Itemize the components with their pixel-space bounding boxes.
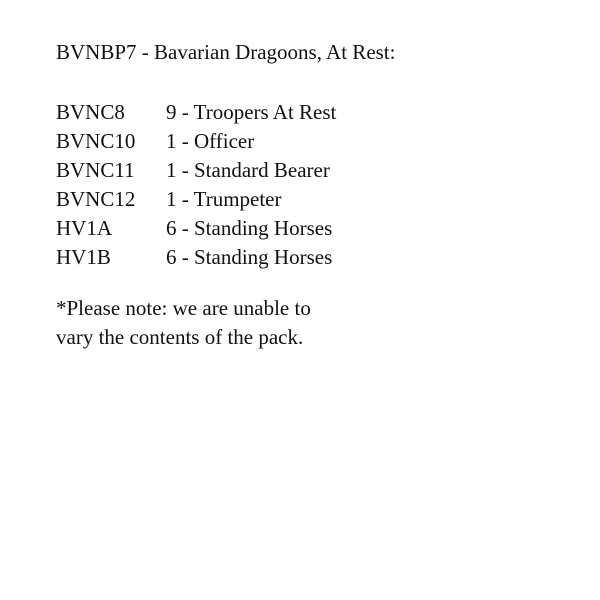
item-code: BVNC10 [56,129,136,153]
item-description: 6 - Standing Horses [166,245,333,269]
note-line-2: vary the contents of the pack. [56,325,304,349]
list-item [56,98,576,127]
pack-title: BVNBP7 - Bavarian Dragoons, At Rest: [56,40,396,64]
list-item [56,243,576,272]
item-code: BVNC8 [56,100,125,124]
contents-list [56,98,576,272]
pack-contents-document [56,38,576,352]
list-item [56,127,576,156]
item-description: 9 - Troopers At Rest [166,100,337,124]
note-line-1: *Please note: we are unable to [56,296,311,320]
item-description: 1 - Standard Bearer [166,158,330,182]
item-code: BVNC11 [56,158,135,182]
item-code: HV1A [56,216,112,240]
list-item [56,185,576,214]
item-code: BVNC12 [56,187,136,211]
pack-note [56,294,576,352]
item-description: 1 - Officer [166,129,255,153]
list-item [56,214,576,243]
item-description: 6 - Standing Horses [166,216,333,240]
list-item [56,156,576,185]
item-description: 1 - Trumpeter [166,187,282,211]
item-code: HV1B [56,245,111,269]
